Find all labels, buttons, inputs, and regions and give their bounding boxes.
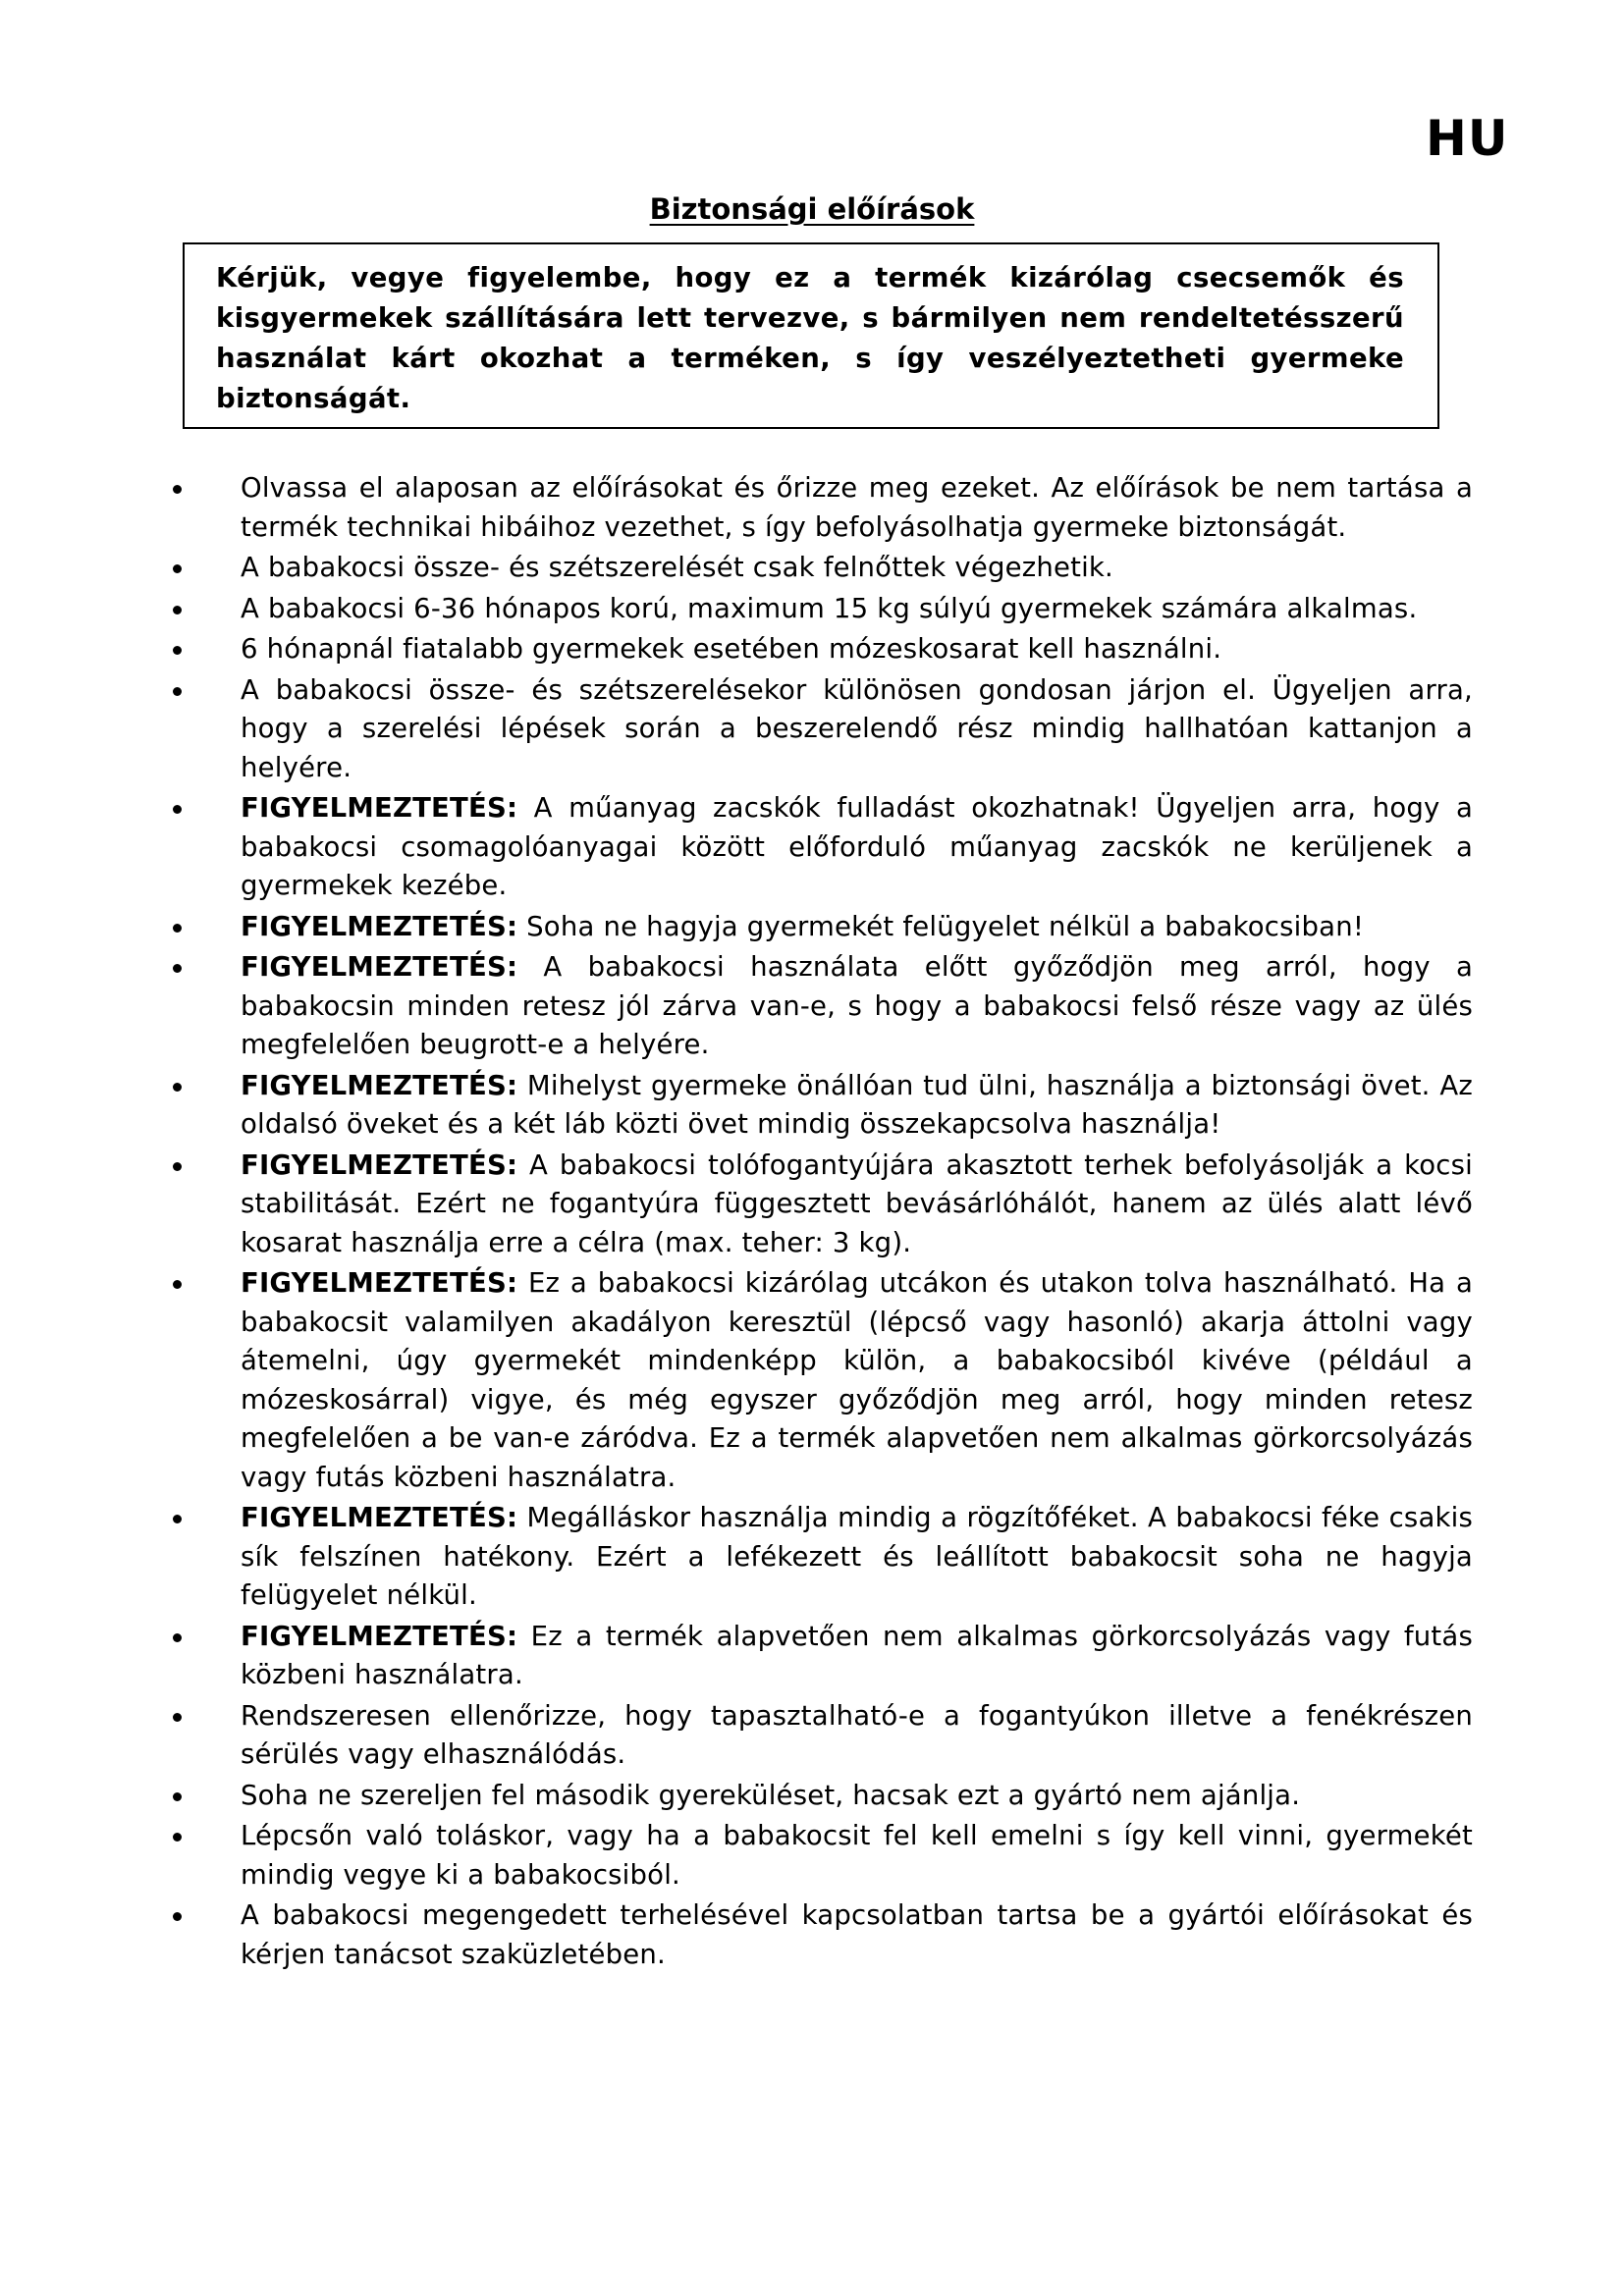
bullet-icon <box>173 646 182 655</box>
warning-label: FIGYELMEZTETÉS: <box>241 910 518 942</box>
warning-label: FIGYELMEZTETÉS: <box>241 1069 518 1101</box>
list-item-text: A babakocsi használata előtt győződjön meg arról, hogy a babakocsin minden retesz jól zárva van-e, s hogy a babakocsi felső része vagy az ülés megfelelően beugrott-e a helyére. <box>241 951 1473 1060</box>
warning-label: FIGYELMEZTETÉS: <box>241 1502 518 1533</box>
list-item-text: A babakocsi össze- és szétszerelését csak felnőttek végezhetik. <box>241 552 1114 583</box>
bullet-icon <box>173 485 182 494</box>
list-item <box>157 908 1473 947</box>
list-item <box>157 590 1473 629</box>
list-item <box>157 1147 1473 1263</box>
bullet-icon <box>173 1713 182 1722</box>
bullet-icon <box>173 964 182 973</box>
list-item <box>157 1264 1473 1497</box>
page-title: Biztonsági előírások <box>649 192 975 226</box>
bullet-icon <box>173 1792 182 1801</box>
list-item <box>157 630 1473 669</box>
bullet-icon <box>173 1633 182 1642</box>
notice-text: Kérjük, vegye figyelembe, hogy ez a termék kizárólag csecsemők és kisgyermekek szállítására lett tervezve, s bármilyen nem rendeltetésszerű használat kárt okozhat a terméken, s így veszélyeztetheti gyermeke biztonságát. <box>216 262 1404 414</box>
list-item-text: Megálláskor használja mindig a rögzítőféket. A babakocsi féke csakis sík felszínen hatékony. Ezért a lefékezett és leállított babakocsit soha ne hagyja felügyelet nélkül. <box>241 1502 1473 1611</box>
list-item-text: Olvassa el alaposan az előírásokat és őrizze meg ezeket. Az előírások be nem tartása a termék technikai hibáihoz vezethet, s így befolyásolhatja gyermeke biztonságát. <box>241 472 1473 543</box>
list-item-text: Ez a termék alapvetően nem alkalmas görkorcsolyázás vagy futás közbeni használatra. <box>241 1620 1473 1690</box>
warning-label: FIGYELMEZTETÉS: <box>241 1148 518 1181</box>
list-item <box>157 549 1473 588</box>
bullet-icon <box>173 1912 182 1921</box>
bullet-icon <box>173 1083 182 1092</box>
warning-label: FIGYELMEZTETÉS: <box>241 792 518 824</box>
list-item <box>157 1067 1473 1145</box>
bullet-icon <box>173 1833 182 1842</box>
list-item-text: A babakocsi 6-36 hónapos korú, maximum 15 kg súlyú gyermekek számára alkalmas. <box>241 592 1418 624</box>
safety-rules-list <box>157 469 1473 1976</box>
list-item <box>157 469 1473 547</box>
list-item <box>157 1618 1473 1695</box>
warning-label: FIGYELMEZTETÉS: <box>241 1267 518 1299</box>
list-item <box>157 1697 1473 1775</box>
list-item <box>157 1777 1473 1816</box>
notice-box <box>183 242 1439 429</box>
list-item <box>157 948 1473 1065</box>
language-code: HU <box>1426 110 1509 167</box>
bullet-icon <box>173 1515 182 1523</box>
list-item <box>157 1896 1473 1974</box>
list-item <box>157 1817 1473 1895</box>
list-item-text: A műanyag zacskók fulladást okozhatnak! Ügyeljen arra, hogy a babakocsi csomagolóanyagai között előforduló műanyag zacskók ne kerüljenek a gyermekek kezébe. <box>241 792 1473 901</box>
list-item-text: A babakocsi megengedett terhelésével kapcsolatban tartsa be a gyártói előírásokat és kérjen tanácsot szaküzletében. <box>241 1899 1473 1970</box>
list-item-text: Lépcsőn való toláskor, vagy ha a babakocsit fel kell emelni s így kell vinni, gyermekét mindig vegye ki a babakocsiból. <box>241 1820 1473 1891</box>
list-item <box>157 789 1473 906</box>
bullet-icon <box>173 1162 182 1171</box>
bullet-icon <box>173 564 182 573</box>
list-item-text: Ez a babakocsi kizárólag utcákon és utakon tolva használható. Ha a babakocsit valamilyen akadályon keresztül (lépcső vagy hasonló) akarja áttolni vagy átemelni, úgy gyermekét mindenképp külön, a babakocsiból kivéve (például a mózeskosárral) vigye, és még egyszer győződjön meg arról, hogy minden retesz megfelelően a be van-e záródva. Ez a termék alapvetően nem alkalmas görkorcsolyázás vagy futás közbeni használatra. <box>241 1267 1473 1493</box>
bullet-icon <box>173 805 182 814</box>
warning-label: FIGYELMEZTETÉS: <box>241 1620 518 1652</box>
bullet-icon <box>173 924 182 933</box>
list-item-text: Rendszeresen ellenőrizze, hogy tapasztalható-e a fogantyúkon illetve a fenékrészen sérülés vagy elhasználódás. <box>241 1699 1473 1770</box>
bullet-icon <box>173 606 182 614</box>
bullet-icon <box>173 687 182 696</box>
list-item-text: A babakocsi tolófogantyújára akasztott terhek befolyásolják a kocsi stabilitását. Ezért ne fogantyúra függesztett bevásárlóhálót, hanem az ülés alatt lévő kosarat használja erre a célra (max. teher: 3 kg). <box>241 1148 1473 1258</box>
list-item-text: Soha ne hagyja gyermekét felügyelet nélkül a babakocsiban! <box>517 910 1365 942</box>
list-item <box>157 1499 1473 1616</box>
warning-label: FIGYELMEZTETÉS: <box>241 951 518 983</box>
list-item-text: 6 hónapnál fiatalabb gyermekek esetében mózeskosarat kell használni. <box>241 633 1222 665</box>
bullet-icon <box>173 1280 182 1289</box>
list-item-text: Mihelyst gyermeke önállóan tud ülni, használja a biztonsági övet. Az oldalsó öveket és a két láb közti övet mindig összekapcsolva használja! <box>241 1069 1473 1140</box>
list-item-text: Soha ne szereljen fel második gyereküléset, hacsak ezt a gyártó nem ajánlja. <box>241 1779 1301 1811</box>
list-item-text: A babakocsi össze- és szétszerelésekor különösen gondosan járjon el. Ügyeljen arra, hogy a szerelési lépések során a beszerelendő rész mindig hallhatóan kattanjon a helyére. <box>241 673 1473 783</box>
list-item <box>157 671 1473 788</box>
